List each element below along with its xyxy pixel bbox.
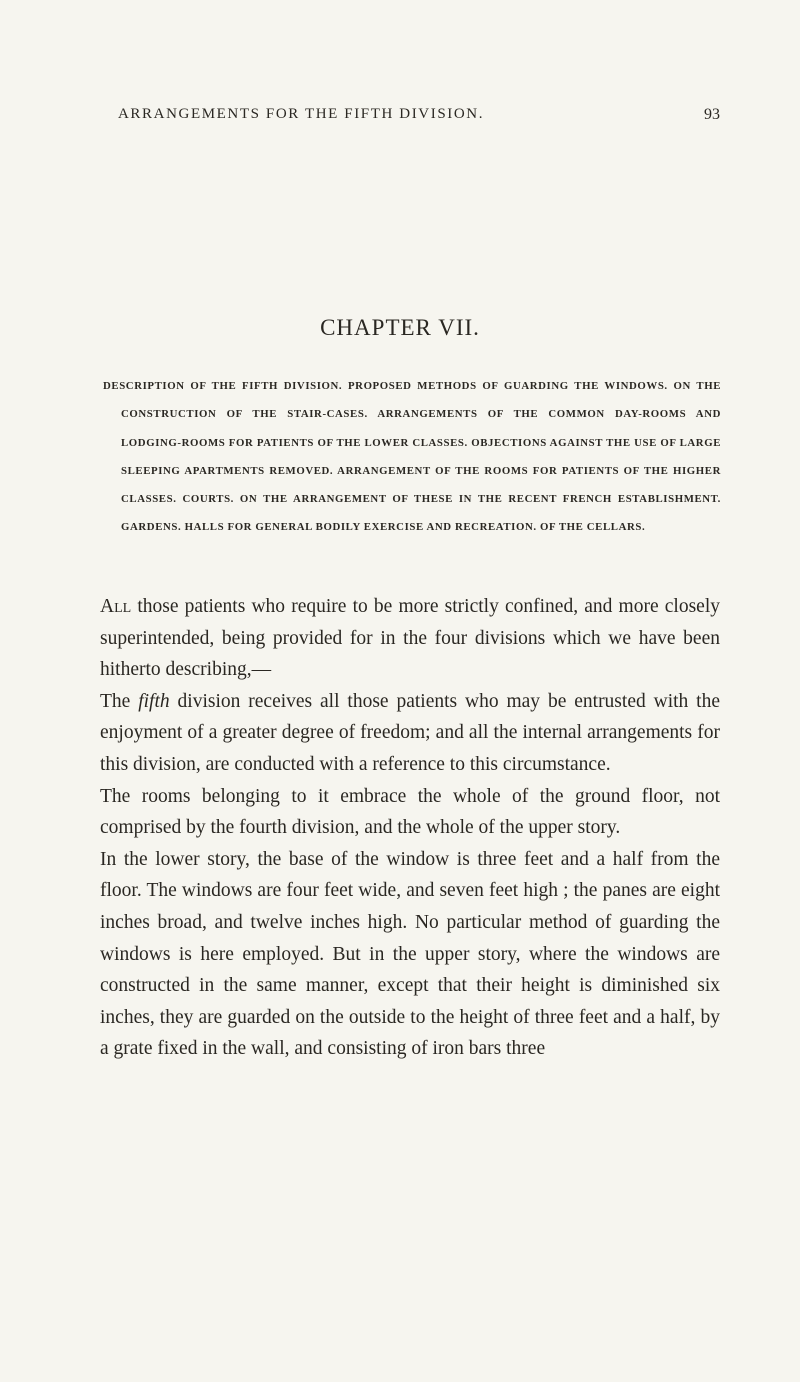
paragraph-1-text: those patients who require to be more strictly confined, and more closely superintended, being provided for in the four divisions which we have been hitherto describing,— — [100, 596, 720, 681]
paragraph-2 — [100, 686, 720, 781]
paragraph-4: In the lower story, the base of the window is three feet and a half from the floor. The windows are four feet wide, and seven feet high ; the panes are eight inches broad, and twelve inches high. No particular method of guarding the windows is here employed. But in the upper story, where the windows are constructed in the same manner, except that their height is diminished six inches, they are guarded on the outside to the height of three feet and a half, by a grate fixed in the wall, and consisting of iron bars three — [100, 848, 720, 1060]
running-title: ARRANGEMENTS FOR THE FIFTH DIVISION. — [118, 106, 485, 122]
chapter-title: CHAPTER VII. — [320, 315, 480, 340]
paragraph-3: The rooms belonging to it embrace the whole of the ground floor, not comprised by the fourth division, and the whole of the upper story. — [100, 785, 720, 839]
paragraph-2-italic: fifth — [138, 690, 170, 712]
paragraph-2-text: division receives all those patients who may be entrusted with the enjoyment of a greater degree of freedom; and all the internal arrangements for this division, are conducted with a reference to this circumstance. — [100, 690, 720, 775]
running-head — [100, 106, 720, 128]
chapter-synopsis: DESCRIPTION OF THE FIFTH DIVISION. PROPOSED METHODS OF GUARDING THE WINDOWS. ON THE CONSTRUCTION OF THE STAIR-CASES. ARRANGEMENTS OF THE COMMON DAY-ROOMS AND LODGING-ROOMS FOR PATIENTS OF THE LOWER CLASSES. OBJECTIONS AGAINST THE USE OF LARGE SLEEPING APARTMENTS REMOVED. ARRANGEMENT OF THE ROOMS FOR PATIENTS OF THE HIGHER CLASSES. COURTS. ON THE ARRANGEMENT OF THESE IN THE RECENT FRENCH ESTABLISHMENT. GARDENS. HALLS FOR GENERAL BODILY EXERCISE AND RECREATION. OF THE CELLARS. — [103, 380, 721, 534]
body-text — [100, 591, 720, 1065]
paragraph-1 — [100, 591, 720, 686]
paragraph-2-start: The — [100, 690, 139, 712]
page-number: 93 — [704, 106, 720, 123]
paragraph-1-lead: All — [100, 596, 132, 617]
